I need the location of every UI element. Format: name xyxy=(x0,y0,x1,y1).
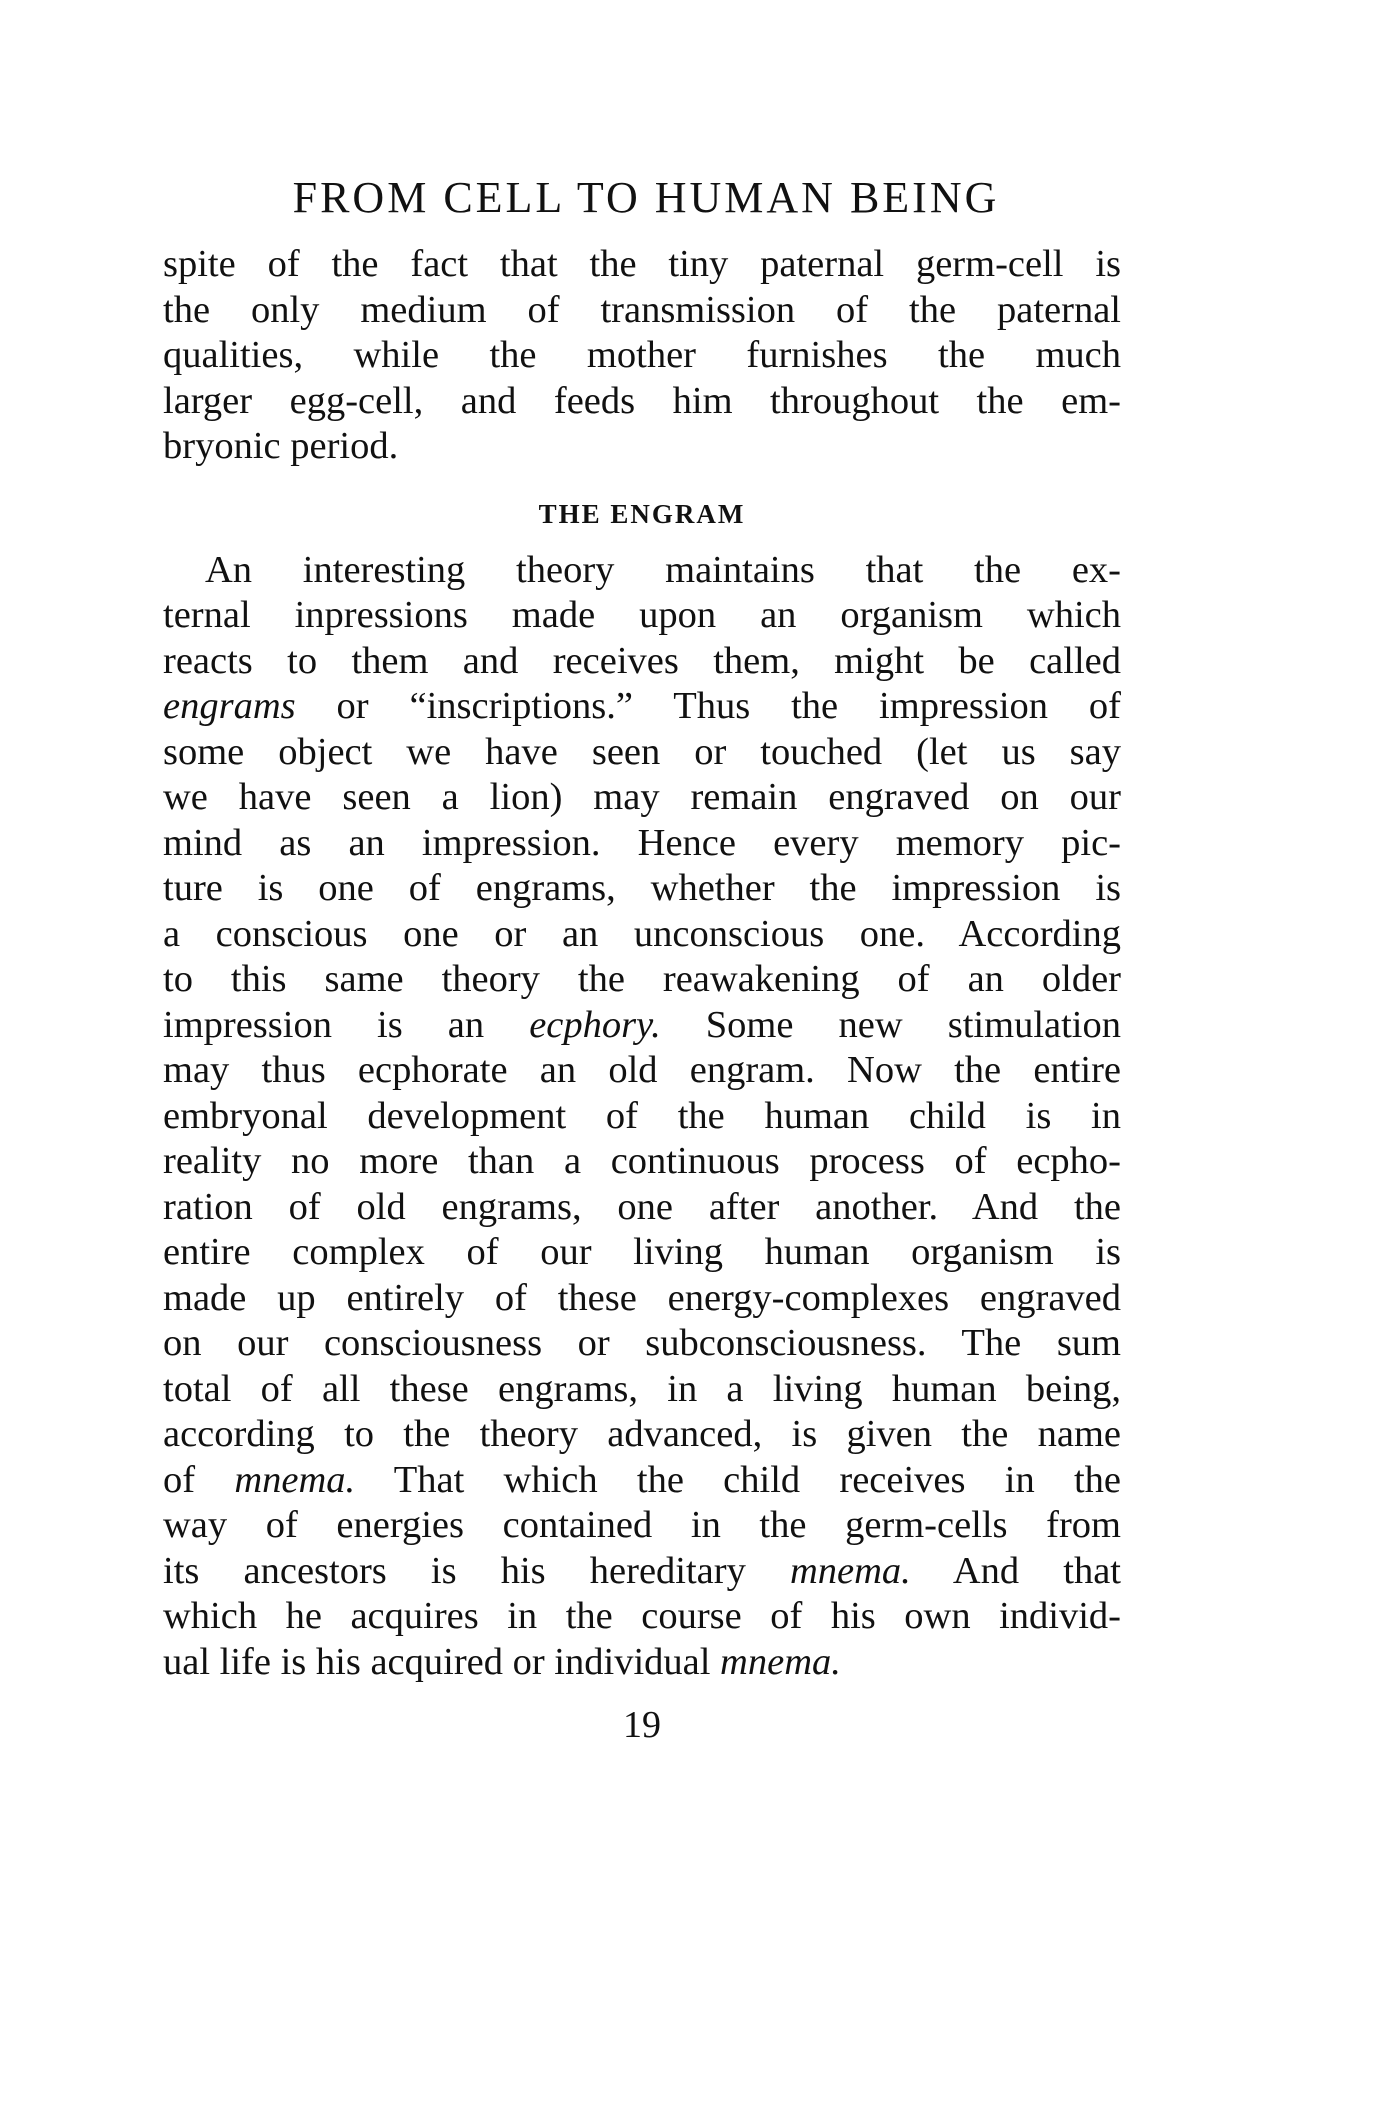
text-line: made up entirely of these energy-complexes engraved xyxy=(163,1276,1121,1319)
page-number: 19 xyxy=(623,1704,661,1746)
text-line: larger egg-cell, and feeds him throughout the em- xyxy=(163,379,1121,422)
text-run: And that xyxy=(910,1549,1121,1592)
text-line: the only medium of transmission of the paternal xyxy=(163,288,1121,331)
running-head: FROM CELL TO HUMAN BEING xyxy=(292,173,1000,222)
text-line: we have seen a lion) may remain engraved on our xyxy=(163,776,1121,818)
italic-term: mnema. xyxy=(720,1640,841,1683)
text-line xyxy=(163,684,1121,730)
paragraph-engram xyxy=(163,548,1121,1686)
text-line: a conscious one or an unconscious one. According xyxy=(163,912,1121,955)
text-line: to this same theory the reawakening of an older xyxy=(163,958,1121,1000)
text-line: on our consciousness or subconsciousness. The sum xyxy=(163,1322,1121,1364)
text-line: may thus ecphorate an old engram. Now the entire xyxy=(163,1049,1121,1091)
text-line: bryonic period. xyxy=(163,425,399,467)
text-line: some object we have seen or touched (let us say xyxy=(163,730,1121,773)
italic-term: mnema. xyxy=(234,1458,356,1501)
text-line xyxy=(163,1458,1121,1504)
text-line xyxy=(163,1003,1121,1049)
text-line: entire complex of our living human organism is xyxy=(163,1231,1121,1273)
text-line xyxy=(163,1549,1121,1595)
text-line: spite of the fact that the tiny paternal germ-cell is xyxy=(163,243,1121,285)
text-run: ual life is his acquired or individual xyxy=(163,1640,721,1683)
text-line xyxy=(163,1640,1121,1686)
text-line: according to the theory advanced, is given the name xyxy=(163,1413,1121,1455)
text-line: which he acquires in the course of his own individ- xyxy=(163,1595,1121,1637)
section-heading: THE ENGRAM xyxy=(538,498,746,529)
text-run: impression is an xyxy=(163,1003,530,1046)
italic-term: ecphory. xyxy=(529,1003,661,1046)
text-line: ration of old engrams, one after another. And the xyxy=(163,1185,1121,1228)
text-run: Some new stimulation xyxy=(660,1003,1122,1046)
text-line: total of all these engrams, in a living human being, xyxy=(163,1367,1121,1410)
text-line: ternal inpressions made upon an organism which xyxy=(163,594,1121,636)
text-run: its ancestors is his hereditary xyxy=(163,1549,790,1592)
text-run: That which the child receives in the xyxy=(355,1458,1121,1501)
paragraph-continuation xyxy=(163,242,1121,470)
text-line: reality no more than a continuous process of ecpho- xyxy=(163,1140,1121,1182)
text-line: mind as an impression. Hence every memory pic- xyxy=(163,821,1121,864)
text-line: reacts to them and receives them, might be called xyxy=(163,639,1121,682)
text-line: way of energies contained in the germ-cells from xyxy=(163,1504,1121,1546)
italic-term: engrams xyxy=(163,685,296,727)
italic-term: mnema. xyxy=(789,1549,911,1592)
text-line: embryonal development of the human child is in xyxy=(163,1094,1121,1137)
text-line: An interesting theory maintains that the ex- xyxy=(205,548,1121,591)
text-line: qualities, while the mother furnishes the much xyxy=(163,334,1121,376)
text-run: or “inscriptions.” Thus the impression of xyxy=(295,685,1121,727)
text-run: of xyxy=(163,1458,235,1501)
book-page xyxy=(163,170,1121,1747)
text-line: ture is one of engrams, whether the impression is xyxy=(163,867,1121,909)
